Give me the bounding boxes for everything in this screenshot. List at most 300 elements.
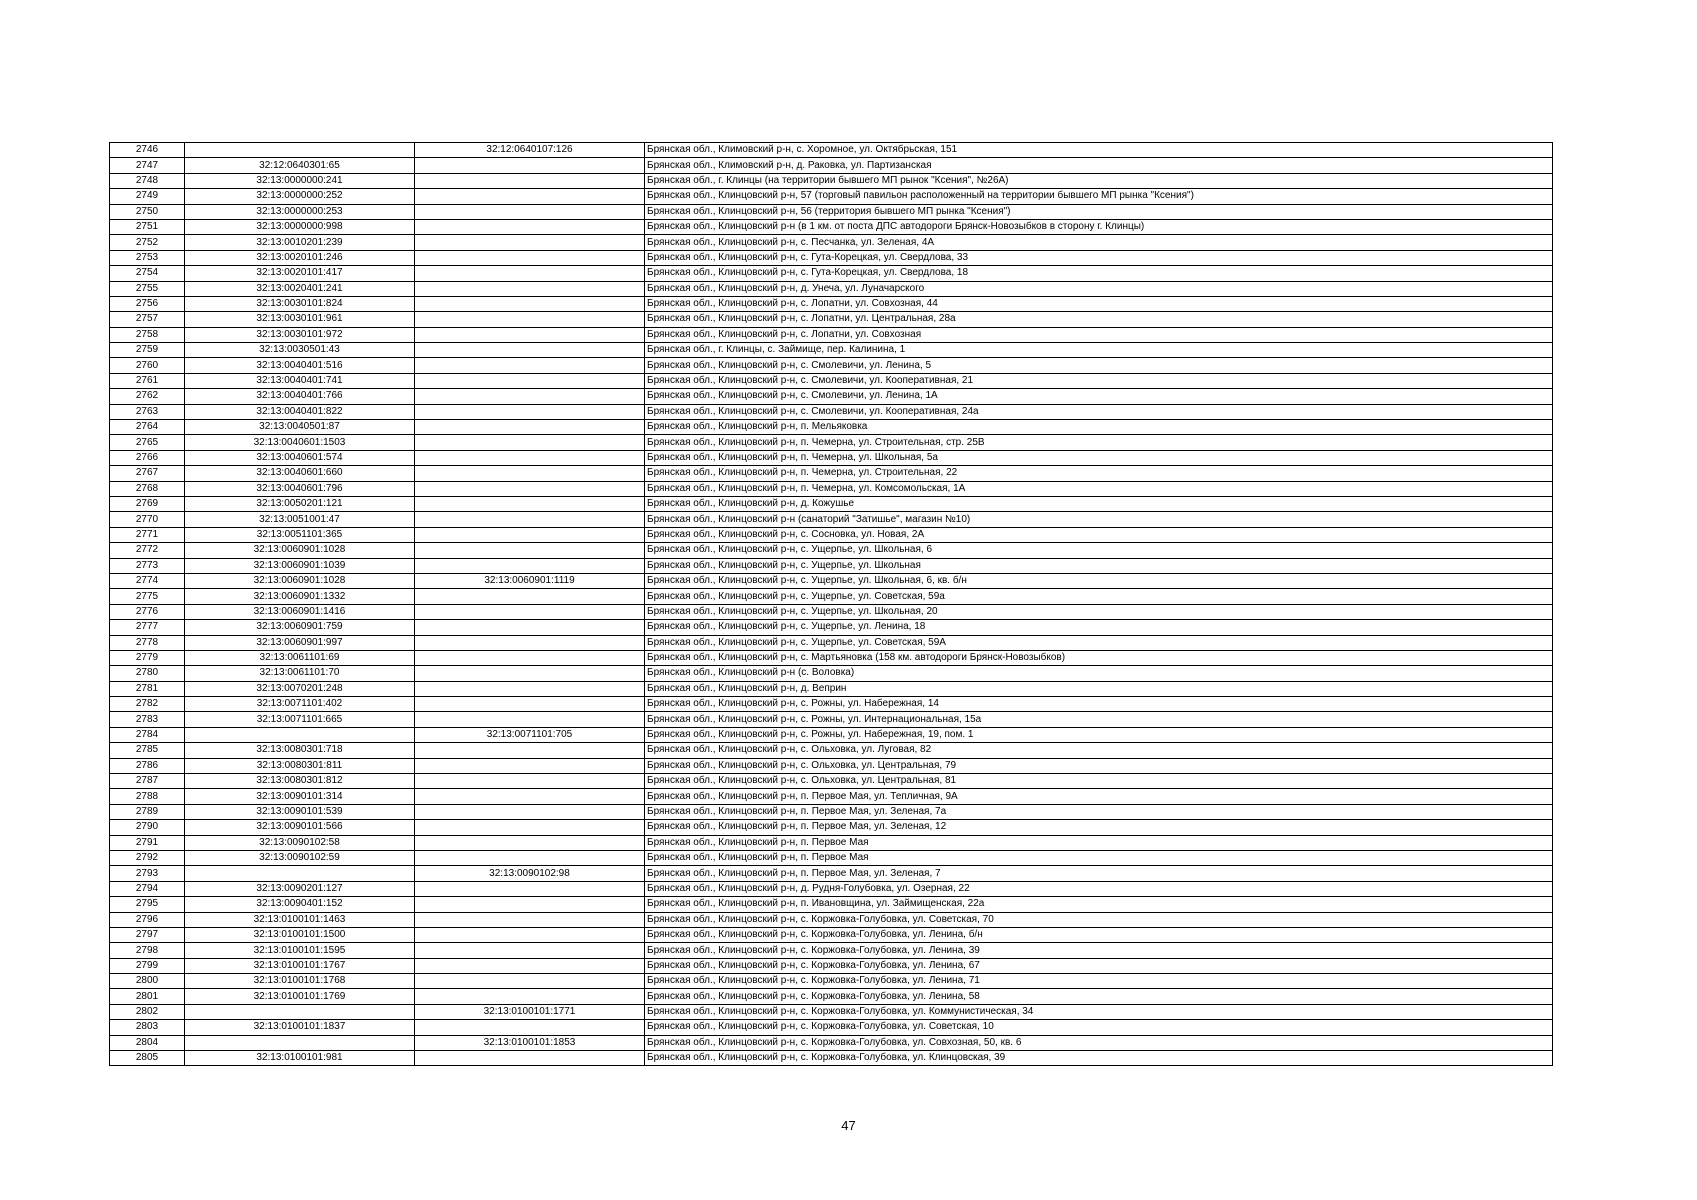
secondary-cadastral-number-cell xyxy=(415,420,645,435)
cadastral-number-cell: 32:13:0030101:824 xyxy=(185,296,415,311)
cadastral-number-cell: 32:13:0040601:660 xyxy=(185,466,415,481)
cadastral-number-cell: 32:13:0100101:981 xyxy=(185,1051,415,1066)
table-row xyxy=(110,697,1553,712)
address-cell: Брянская обл., Климовский р-н, д. Раковка, ул. Партизанская xyxy=(645,158,1553,173)
address-cell: Брянская обл., г. Клинцы (на территории бывшего МП рынок "Ксения", №26А) xyxy=(645,173,1553,188)
row-number-cell: 2765 xyxy=(110,435,185,450)
table-row xyxy=(110,927,1553,942)
row-number-cell: 2774 xyxy=(110,573,185,588)
cadastral-number-cell: 32:13:0090401:152 xyxy=(185,897,415,912)
table-row xyxy=(110,158,1553,173)
table-row xyxy=(110,620,1553,635)
secondary-cadastral-number-cell xyxy=(415,173,645,188)
address-cell: Брянская обл., Клинцовский р-н, с. Рожны, ул. Набережная, 14 xyxy=(645,697,1553,712)
address-cell: Брянская обл., Клинцовский р-н, п. Чемерна, ул. Комсомольская, 1А xyxy=(645,481,1553,496)
cadastral-number-cell: 32:13:0080301:812 xyxy=(185,774,415,789)
cadastral-number-cell: 32:13:0090101:566 xyxy=(185,820,415,835)
table-row xyxy=(110,866,1553,881)
secondary-cadastral-number-cell xyxy=(415,943,645,958)
table-row xyxy=(110,897,1553,912)
secondary-cadastral-number-cell xyxy=(415,235,645,250)
row-number-cell: 2758 xyxy=(110,327,185,342)
address-cell: Брянская обл., Клинцовский р-н, с. Коржовка-Голубовка, ул. Ленина, 58 xyxy=(645,989,1553,1004)
cadastral-number-cell: 32:13:0051001:47 xyxy=(185,512,415,527)
address-cell: Брянская обл., Клинцовский р-н, д. Рудня-Голубовка, ул. Озерная, 22 xyxy=(645,881,1553,896)
row-number-cell: 2800 xyxy=(110,974,185,989)
address-cell: Брянская обл., Клинцовский р-н, п. Чемерна, ул. Школьная, 5а xyxy=(645,450,1553,465)
row-number-cell: 2769 xyxy=(110,496,185,511)
row-number-cell: 2763 xyxy=(110,404,185,419)
address-cell: Брянская обл., Клинцовский р-н, д. Веприн xyxy=(645,681,1553,696)
secondary-cadastral-number-cell: 32:13:0071101:705 xyxy=(415,727,645,742)
table-row xyxy=(110,789,1553,804)
table-row xyxy=(110,820,1553,835)
table-row xyxy=(110,450,1553,465)
table-row xyxy=(110,250,1553,265)
table-row xyxy=(110,635,1553,650)
cadastral-number-cell: 32:13:0070201:248 xyxy=(185,681,415,696)
row-number-cell: 2754 xyxy=(110,266,185,281)
row-number-cell: 2761 xyxy=(110,373,185,388)
address-cell: Брянская обл., Клинцовский р-н (с. Воловка) xyxy=(645,666,1553,681)
table-row xyxy=(110,312,1553,327)
secondary-cadastral-number-cell xyxy=(415,250,645,265)
address-cell: Брянская обл., Клинцовский р-н, п. Ивановщина, ул. Займищенская, 22а xyxy=(645,897,1553,912)
table-row xyxy=(110,496,1553,511)
table-row xyxy=(110,512,1553,527)
row-number-cell: 2746 xyxy=(110,143,185,158)
cadastral-number-cell: 32:13:0040401:741 xyxy=(185,373,415,388)
table-row xyxy=(110,804,1553,819)
secondary-cadastral-number-cell xyxy=(415,650,645,665)
row-number-cell: 2747 xyxy=(110,158,185,173)
cadastral-number-cell: 32:13:0080301:718 xyxy=(185,743,415,758)
row-number-cell: 2748 xyxy=(110,173,185,188)
cadastral-number-cell: 32:13:0000000:253 xyxy=(185,204,415,219)
table-row xyxy=(110,404,1553,419)
cadastral-number-cell: 32:13:0000000:241 xyxy=(185,173,415,188)
secondary-cadastral-number-cell xyxy=(415,789,645,804)
table-row xyxy=(110,435,1553,450)
row-number-cell: 2798 xyxy=(110,943,185,958)
row-number-cell: 2782 xyxy=(110,697,185,712)
secondary-cadastral-number-cell xyxy=(415,373,645,388)
row-number-cell: 2793 xyxy=(110,866,185,881)
row-number-cell: 2768 xyxy=(110,481,185,496)
cadastral-number-cell: 32:13:0090102:58 xyxy=(185,835,415,850)
address-cell: Брянская обл., Клинцовский р-н, с. Лопатни, ул. Центральная, 28а xyxy=(645,312,1553,327)
secondary-cadastral-number-cell xyxy=(415,635,645,650)
cadastral-number-cell xyxy=(185,1004,415,1019)
table-row xyxy=(110,712,1553,727)
secondary-cadastral-number-cell xyxy=(415,912,645,927)
address-cell: Брянская обл., Клинцовский р-н, 56 (территория бывшего МП рынка "Ксения") xyxy=(645,204,1553,219)
cadastral-number-cell: 32:13:0060901:759 xyxy=(185,620,415,635)
secondary-cadastral-number-cell xyxy=(415,927,645,942)
address-cell: Брянская обл., Клинцовский р-н, с. Коржовка-Голубовка, ул. Ленина, 39 xyxy=(645,943,1553,958)
cadastral-number-cell: 32:13:0071101:402 xyxy=(185,697,415,712)
address-cell: Брянская обл., Климовский р-н, с. Хоромное, ул. Октябрьская, 151 xyxy=(645,143,1553,158)
secondary-cadastral-number-cell: 32:13:0100101:1771 xyxy=(415,1004,645,1019)
address-cell: Брянская обл., Клинцовский р-н, с. Рожны, ул. Интернациональная, 15а xyxy=(645,712,1553,727)
table-row xyxy=(110,1020,1553,1035)
cadastral-number-cell: 32:13:0060901:1039 xyxy=(185,558,415,573)
secondary-cadastral-number-cell xyxy=(415,989,645,1004)
row-number-cell: 2804 xyxy=(110,1035,185,1050)
table-row xyxy=(110,681,1553,696)
cadastral-number-cell: 32:13:0090101:539 xyxy=(185,804,415,819)
address-cell: Брянская обл., Клинцовский р-н, с. Ущерпье, ул. Ленина, 18 xyxy=(645,620,1553,635)
table-row xyxy=(110,758,1553,773)
row-number-cell: 2766 xyxy=(110,450,185,465)
address-cell: Брянская обл., Клинцовский р-н, с. Сосновка, ул. Новая, 2А xyxy=(645,527,1553,542)
secondary-cadastral-number-cell xyxy=(415,527,645,542)
secondary-cadastral-number-cell xyxy=(415,897,645,912)
address-cell: Брянская обл., Клинцовский р-н, с. Ущерпье, ул. Советская, 59а xyxy=(645,589,1553,604)
address-cell: Брянская обл., Клинцовский р-н, п. Первое Мая, ул. Зеленая, 7 xyxy=(645,866,1553,881)
secondary-cadastral-number-cell xyxy=(415,774,645,789)
row-number-cell: 2760 xyxy=(110,358,185,373)
secondary-cadastral-number-cell xyxy=(415,712,645,727)
table-row xyxy=(110,943,1553,958)
row-number-cell: 2788 xyxy=(110,789,185,804)
row-number-cell: 2790 xyxy=(110,820,185,835)
secondary-cadastral-number-cell xyxy=(415,804,645,819)
table-row xyxy=(110,589,1553,604)
row-number-cell: 2759 xyxy=(110,343,185,358)
address-cell: Брянская обл., Клинцовский р-н, с. Смолевичи, ул. Кооперативная, 21 xyxy=(645,373,1553,388)
table-row xyxy=(110,219,1553,234)
table-row xyxy=(110,1051,1553,1066)
secondary-cadastral-number-cell xyxy=(415,620,645,635)
row-number-cell: 2767 xyxy=(110,466,185,481)
row-number-cell: 2795 xyxy=(110,897,185,912)
row-number-cell: 2755 xyxy=(110,281,185,296)
secondary-cadastral-number-cell xyxy=(415,404,645,419)
address-cell: Брянская обл., Клинцовский р-н, с. Рожны, ул. Набережная, 19, пом. 1 xyxy=(645,727,1553,742)
address-cell: Брянская обл., Клинцовский р-н, п. Чемерна, ул. Строительная, стр. 25В xyxy=(645,435,1553,450)
address-cell: Брянская обл., Клинцовский р-н, п. Мельяковка xyxy=(645,420,1553,435)
secondary-cadastral-number-cell xyxy=(415,481,645,496)
secondary-cadastral-number-cell xyxy=(415,835,645,850)
cadastral-number-cell xyxy=(185,143,415,158)
cadastral-number-cell: 32:13:0090102:59 xyxy=(185,850,415,865)
table-row xyxy=(110,974,1553,989)
address-cell: Брянская обл., Клинцовский р-н, 57 (торговый павильон расположенный на территории бывшего МП рынка "Ксения") xyxy=(645,189,1553,204)
row-number-cell: 2797 xyxy=(110,927,185,942)
cadastral-number-cell: 32:13:0060901:1416 xyxy=(185,604,415,619)
cadastral-number-cell: 32:13:0100101:1500 xyxy=(185,927,415,942)
address-cell: Брянская обл., Клинцовский р-н, п. Первое Мая xyxy=(645,850,1553,865)
row-number-cell: 2775 xyxy=(110,589,185,604)
table-row xyxy=(110,850,1553,865)
secondary-cadastral-number-cell xyxy=(415,758,645,773)
table-row xyxy=(110,204,1553,219)
secondary-cadastral-number-cell xyxy=(415,697,645,712)
secondary-cadastral-number-cell xyxy=(415,281,645,296)
row-number-cell: 2783 xyxy=(110,712,185,727)
address-cell: Брянская обл., Клинцовский р-н, с. Песчанка, ул. Зеленая, 4А xyxy=(645,235,1553,250)
address-cell: Брянская обл., Клинцовский р-н, с. Ущерпье, ул. Школьная, 6 xyxy=(645,543,1553,558)
row-number-cell: 2801 xyxy=(110,989,185,1004)
row-number-cell: 2802 xyxy=(110,1004,185,1019)
table-row xyxy=(110,527,1553,542)
secondary-cadastral-number-cell xyxy=(415,266,645,281)
secondary-cadastral-number-cell xyxy=(415,189,645,204)
address-cell: Брянская обл., Клинцовский р-н, с. Ольховка, ул. Луговая, 82 xyxy=(645,743,1553,758)
address-cell: Брянская обл., Клинцовский р-н, с. Ольховка, ул. Центральная, 81 xyxy=(645,774,1553,789)
address-cell: Брянская обл., Клинцовский р-н, с. Лопатни, ул. Совхозная xyxy=(645,327,1553,342)
address-cell: Брянская обл., Клинцовский р-н, с. Гута-Корецкая, ул. Свердлова, 33 xyxy=(645,250,1553,265)
secondary-cadastral-number-cell xyxy=(415,543,645,558)
address-cell: Брянская обл., Клинцовский р-н, с. Ущерпье, ул. Советская, 59А xyxy=(645,635,1553,650)
table-row xyxy=(110,1035,1553,1050)
row-number-cell: 2789 xyxy=(110,804,185,819)
table-row xyxy=(110,743,1553,758)
table-row xyxy=(110,558,1553,573)
secondary-cadastral-number-cell xyxy=(415,743,645,758)
row-number-cell: 2749 xyxy=(110,189,185,204)
address-cell: Брянская обл., Клинцовский р-н (санаторий "Затишье", магазин №10) xyxy=(645,512,1553,527)
secondary-cadastral-number-cell: 32:12:0640107:126 xyxy=(415,143,645,158)
secondary-cadastral-number-cell xyxy=(415,466,645,481)
address-cell: Брянская обл., Клинцовский р-н, с. Коржовка-Голубовка, ул. Коммунистическая, 34 xyxy=(645,1004,1553,1019)
secondary-cadastral-number-cell xyxy=(415,296,645,311)
secondary-cadastral-number-cell xyxy=(415,1051,645,1066)
address-cell: Брянская обл., Клинцовский р-н, с. Смолевичи, ул. Кооперативная, 24а xyxy=(645,404,1553,419)
secondary-cadastral-number-cell xyxy=(415,958,645,973)
address-cell: Брянская обл., Клинцовский р-н, п. Первое Мая xyxy=(645,835,1553,850)
cadastral-number-cell: 32:13:0100101:1463 xyxy=(185,912,415,927)
secondary-cadastral-number-cell xyxy=(415,604,645,619)
table-row xyxy=(110,958,1553,973)
address-cell: Брянская обл., Клинцовский р-н, с. Ущерпье, ул. Школьная xyxy=(645,558,1553,573)
row-number-cell: 2762 xyxy=(110,389,185,404)
cadastral-number-cell: 32:13:0061101:70 xyxy=(185,666,415,681)
cadastral-number-cell xyxy=(185,727,415,742)
secondary-cadastral-number-cell xyxy=(415,389,645,404)
address-cell: Брянская обл., Клинцовский р-н, с. Ущерпье, ул. Школьная, 6, кв. б/н xyxy=(645,573,1553,588)
secondary-cadastral-number-cell xyxy=(415,558,645,573)
table-row xyxy=(110,774,1553,789)
cadastral-number-cell: 32:13:0100101:1768 xyxy=(185,974,415,989)
row-number-cell: 2799 xyxy=(110,958,185,973)
address-cell: Брянская обл., Клинцовский р-н, п. Первое Мая, ул. Зеленая, 7а xyxy=(645,804,1553,819)
cadastral-number-cell xyxy=(185,1035,415,1050)
cadastral-number-cell: 32:13:0060901:1332 xyxy=(185,589,415,604)
address-cell: Брянская обл., Клинцовский р-н, с. Мартьяновка (158 км. автодороги Брянск-Новозыбков) xyxy=(645,650,1553,665)
secondary-cadastral-number-cell xyxy=(415,589,645,604)
cadastral-number-cell: 32:13:0020101:417 xyxy=(185,266,415,281)
row-number-cell: 2772 xyxy=(110,543,185,558)
table-row xyxy=(110,189,1553,204)
table-row xyxy=(110,835,1553,850)
table-row xyxy=(110,481,1553,496)
row-number-cell: 2773 xyxy=(110,558,185,573)
secondary-cadastral-number-cell xyxy=(415,219,645,234)
table-row xyxy=(110,266,1553,281)
secondary-cadastral-number-cell: 32:13:0060901:1119 xyxy=(415,573,645,588)
cadastral-number-cell: 32:13:0000000:252 xyxy=(185,189,415,204)
table-row xyxy=(110,912,1553,927)
cadastral-number-cell: 32:13:0030101:972 xyxy=(185,327,415,342)
table-row xyxy=(110,235,1553,250)
row-number-cell: 2779 xyxy=(110,650,185,665)
address-cell: Брянская обл., Клинцовский р-н, п. Первое Мая, ул. Зеленая, 12 xyxy=(645,820,1553,835)
address-cell: Брянская обл., Клинцовский р-н, п. Чемерна, ул. Строительная, 22 xyxy=(645,466,1553,481)
table-row xyxy=(110,358,1553,373)
cadastral-number-cell: 32:13:0050201:121 xyxy=(185,496,415,511)
secondary-cadastral-number-cell xyxy=(415,158,645,173)
row-number-cell: 2757 xyxy=(110,312,185,327)
row-number-cell: 2796 xyxy=(110,912,185,927)
row-number-cell: 2794 xyxy=(110,881,185,896)
table-row xyxy=(110,296,1553,311)
table-row xyxy=(110,727,1553,742)
cadastral-number-cell: 32:13:0080301:811 xyxy=(185,758,415,773)
address-cell: Брянская обл., Клинцовский р-н, с. Коржовка-Голубовка, ул. Совхозная, 50, кв. 6 xyxy=(645,1035,1553,1050)
secondary-cadastral-number-cell xyxy=(415,435,645,450)
address-cell: Брянская обл., Клинцовский р-н, с. Коржовка-Голубовка, ул. Советская, 70 xyxy=(645,912,1553,927)
secondary-cadastral-number-cell: 32:13:0090102:98 xyxy=(415,866,645,881)
table-row xyxy=(110,343,1553,358)
secondary-cadastral-number-cell xyxy=(415,850,645,865)
address-cell: Брянская обл., Клинцовский р-н, с. Коржовка-Голубовка, ул. Ленина, б/н xyxy=(645,927,1553,942)
address-cell: Брянская обл., Клинцовский р-н, с. Смолевичи, ул. Ленина, 1А xyxy=(645,389,1553,404)
page-number: 47 xyxy=(841,1118,856,1133)
table-row xyxy=(110,666,1553,681)
cadastral-number-cell: 32:13:0040401:822 xyxy=(185,404,415,419)
table-row xyxy=(110,604,1553,619)
row-number-cell: 2786 xyxy=(110,758,185,773)
table-row xyxy=(110,466,1553,481)
secondary-cadastral-number-cell xyxy=(415,450,645,465)
cadastral-number-cell: 32:13:0040601:1503 xyxy=(185,435,415,450)
row-number-cell: 2792 xyxy=(110,850,185,865)
address-cell: Брянская обл., Клинцовский р-н, с. Коржовка-Голубовка, ул. Ленина, 71 xyxy=(645,974,1553,989)
cadastral-number-cell: 32:13:0060901:997 xyxy=(185,635,415,650)
address-cell: Брянская обл., Клинцовский р-н, с. Ущерпье, ул. Школьная, 20 xyxy=(645,604,1553,619)
cadastral-number-cell: 32:13:0020401:241 xyxy=(185,281,415,296)
table-row xyxy=(110,420,1553,435)
cadastral-number-cell: 32:13:0090101:314 xyxy=(185,789,415,804)
row-number-cell: 2787 xyxy=(110,774,185,789)
cadastral-number-cell: 32:13:0090201:127 xyxy=(185,881,415,896)
cadastral-number-cell: 32:13:0100101:1769 xyxy=(185,989,415,1004)
cadastral-number-cell: 32:13:0100101:1595 xyxy=(185,943,415,958)
cadastral-number-cell: 32:13:0060901:1028 xyxy=(185,573,415,588)
address-cell: Брянская обл., г. Клинцы, с. Займище, пер. Калинина, 1 xyxy=(645,343,1553,358)
table-row xyxy=(110,373,1553,388)
row-number-cell: 2781 xyxy=(110,681,185,696)
cadastral-number-cell: 32:13:0040401:516 xyxy=(185,358,415,373)
cadastral-number-cell: 32:13:0000000:998 xyxy=(185,219,415,234)
address-cell: Брянская обл., Клинцовский р-н, с. Ольховка, ул. Центральная, 79 xyxy=(645,758,1553,773)
secondary-cadastral-number-cell xyxy=(415,681,645,696)
secondary-cadastral-number-cell xyxy=(415,820,645,835)
cadastral-number-cell: 32:13:0061101:69 xyxy=(185,650,415,665)
row-number-cell: 2753 xyxy=(110,250,185,265)
row-number-cell: 2770 xyxy=(110,512,185,527)
row-number-cell: 2803 xyxy=(110,1020,185,1035)
row-number-cell: 2777 xyxy=(110,620,185,635)
cadastral-number-cell: 32:13:0040601:796 xyxy=(185,481,415,496)
table-row xyxy=(110,389,1553,404)
cadastral-number-cell: 32:13:0071101:665 xyxy=(185,712,415,727)
address-cell: Брянская обл., Клинцовский р-н, п. Первое Мая, ул. Тепличная, 9А xyxy=(645,789,1553,804)
row-number-cell: 2756 xyxy=(110,296,185,311)
row-number-cell: 2805 xyxy=(110,1051,185,1066)
row-number-cell: 2776 xyxy=(110,604,185,619)
cadastral-number-cell: 32:12:0640301:65 xyxy=(185,158,415,173)
cadastral-number-cell: 32:13:0040501:87 xyxy=(185,420,415,435)
cadastral-number-cell: 32:13:0020101:246 xyxy=(185,250,415,265)
cadastral-number-cell: 32:13:0051101:365 xyxy=(185,527,415,542)
address-cell: Брянская обл., Клинцовский р-н, с. Гута-Корецкая, ул. Свердлова, 18 xyxy=(645,266,1553,281)
table-row xyxy=(110,173,1553,188)
secondary-cadastral-number-cell: 32:13:0100101:1853 xyxy=(415,1035,645,1050)
register-table-body xyxy=(110,143,1553,1066)
secondary-cadastral-number-cell xyxy=(415,1020,645,1035)
address-cell: Брянская обл., Клинцовский р-н, с. Коржовка-Голубовка, ул. Советская, 10 xyxy=(645,1020,1553,1035)
address-cell: Брянская обл., Клинцовский р-н, с. Смолевичи, ул. Ленина, 5 xyxy=(645,358,1553,373)
cadastral-number-cell: 32:13:0060901:1028 xyxy=(185,543,415,558)
secondary-cadastral-number-cell xyxy=(415,974,645,989)
register-table xyxy=(109,142,1553,1066)
address-cell: Брянская обл., Клинцовский р-н (в 1 км. от поста ДПС автодороги Брянск-Новозыбков в сторону г. Клинцы) xyxy=(645,219,1553,234)
cadastral-number-cell: 32:13:0040601:574 xyxy=(185,450,415,465)
cadastral-number-cell xyxy=(185,866,415,881)
row-number-cell: 2784 xyxy=(110,727,185,742)
address-cell: Брянская обл., Клинцовский р-н, д. Унеча, ул. Луначарского xyxy=(645,281,1553,296)
cadastral-number-cell: 32:13:0100101:1837 xyxy=(185,1020,415,1035)
secondary-cadastral-number-cell xyxy=(415,512,645,527)
table-row xyxy=(110,281,1553,296)
cadastral-number-cell: 32:13:0010201:239 xyxy=(185,235,415,250)
row-number-cell: 2750 xyxy=(110,204,185,219)
secondary-cadastral-number-cell xyxy=(415,358,645,373)
row-number-cell: 2780 xyxy=(110,666,185,681)
address-cell: Брянская обл., Клинцовский р-н, д. Кожушье xyxy=(645,496,1553,511)
table-row xyxy=(110,543,1553,558)
row-number-cell: 2751 xyxy=(110,219,185,234)
row-number-cell: 2771 xyxy=(110,527,185,542)
row-number-cell: 2778 xyxy=(110,635,185,650)
secondary-cadastral-number-cell xyxy=(415,343,645,358)
cadastral-number-cell: 32:13:0030101:961 xyxy=(185,312,415,327)
row-number-cell: 2785 xyxy=(110,743,185,758)
row-number-cell: 2752 xyxy=(110,235,185,250)
cadastral-number-cell: 32:13:0030501:43 xyxy=(185,343,415,358)
secondary-cadastral-number-cell xyxy=(415,312,645,327)
table-row xyxy=(110,327,1553,342)
cadastral-number-cell: 32:13:0100101:1767 xyxy=(185,958,415,973)
cadastral-number-cell: 32:13:0040401:766 xyxy=(185,389,415,404)
table-row xyxy=(110,573,1553,588)
secondary-cadastral-number-cell xyxy=(415,496,645,511)
secondary-cadastral-number-cell xyxy=(415,327,645,342)
table-row xyxy=(110,881,1553,896)
row-number-cell: 2791 xyxy=(110,835,185,850)
address-cell: Брянская обл., Клинцовский р-н, с. Коржовка-Голубовка, ул. Ленина, 67 xyxy=(645,958,1553,973)
table-row xyxy=(110,650,1553,665)
secondary-cadastral-number-cell xyxy=(415,881,645,896)
row-number-cell: 2764 xyxy=(110,420,185,435)
address-cell: Брянская обл., Клинцовский р-н, с. Коржовка-Голубовка, ул. Клинцовская, 39 xyxy=(645,1051,1553,1066)
secondary-cadastral-number-cell xyxy=(415,666,645,681)
table-row xyxy=(110,143,1553,158)
table-row xyxy=(110,1004,1553,1019)
